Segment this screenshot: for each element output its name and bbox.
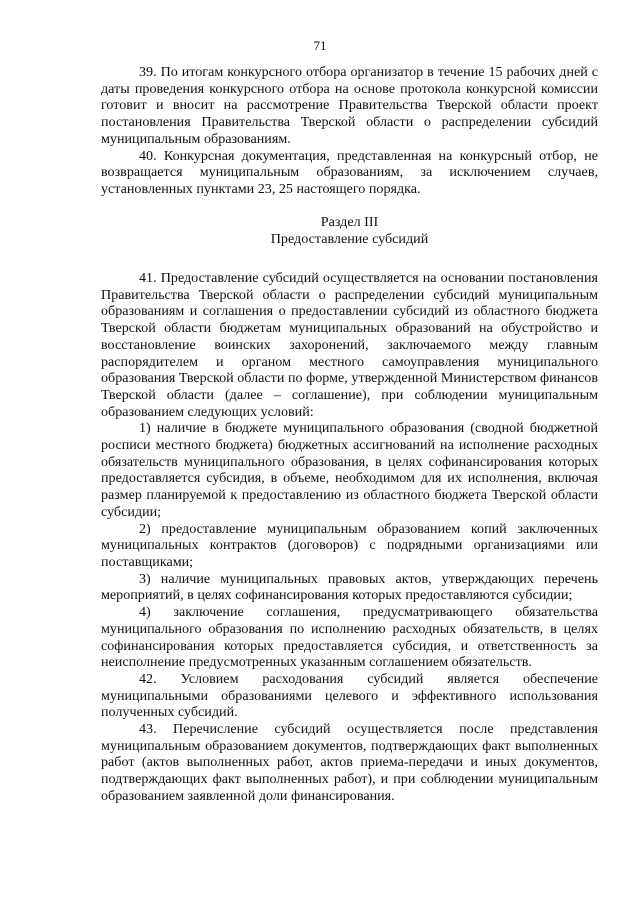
- condition-1: 1) наличие в бюджете муниципального образования (сводной бюджетной росписи местного бюджета) бюджетных ассигнований на исполнение расходных обязательств муниципального образования, в целях софинансирования которых предоставляется субсидия, в объеме, необходимом для их исполнения, включая размер планируемой к предоставлению из областного бюджета Тверской области субсидии;: [101, 420, 598, 520]
- document-body: [101, 64, 598, 805]
- section-label: Раздел III: [320, 213, 379, 230]
- paragraph-39: 39. По итогам конкурсного отбора организатор в течение 15 рабочих дней с даты проведения конкурсного отбора на основе протокола конкурсной комиссии готовит и вносит на рассмотрение Правительства Тверской области проект постановления Правительства Тверской области о распределении субсидий муниципальным образованиям.: [101, 64, 598, 147]
- page-number: 71: [313, 38, 327, 53]
- condition-3: 3) наличие муниципальных правовых актов, утверждающих перечень мероприятий, в целях софинансирования которых предоставляются субсидии;: [101, 570, 598, 604]
- section-title: Предоставление субсидий: [270, 231, 429, 248]
- condition-4: 4) заключение соглашения, предусматривающего обязательства муниципального образования по исполнению расходных обязательств, в целях софинансирования которых предоставляется субсидия, и ответственность за неисполнение предусмотренных указанным соглашением обязательств.: [101, 604, 598, 671]
- section-heading: [101, 214, 598, 248]
- paragraph-40: 40. Конкурсная документация, представленная на конкурсный отбор, не возвращается муниципальным образованиям, за исключением случаев, установленных пунктами 23, 25 настоящего порядка.: [101, 147, 598, 197]
- condition-2: 2) предоставление муниципальным образованием копий заключенных муниципальных контрактов (договоров) с подрядными организациями или поставщиками;: [101, 520, 598, 570]
- paragraph-42: 42. Условием расходования субсидий является обеспечение муниципальными образованиями целевого и эффективного использования полученных субсидий.: [101, 670, 598, 721]
- paragraph-43: 43. Перечисление субсидий осуществляется после представления муниципальным образованием документов, подтверждающих факт выполненных работ (актов выполненных работ, актов приема-передачи и иных документов, подтверждающих факт выполненных работ), и при соблюдении муниципальным образованием заявленной доли финансирования.: [101, 721, 598, 804]
- paragraph-41: 41. Предоставление субсидий осуществляется на основании постановления Правительства Тверской области о распределении субсидий муниципальным образованиям и соглашения о предоставлении субсидий из областного бюджета Тверской области бюджетам муниципальных образований на обустройство и восстановление воинских захоронений, заключаемого между главным распорядителем и органом местного самоуправления муниципального образования Тверской области по форме, утвержденной Министерством финансов Тверской области (далее – соглашение), при соблюдении муниципальным образованием следующих условий:: [101, 270, 598, 420]
